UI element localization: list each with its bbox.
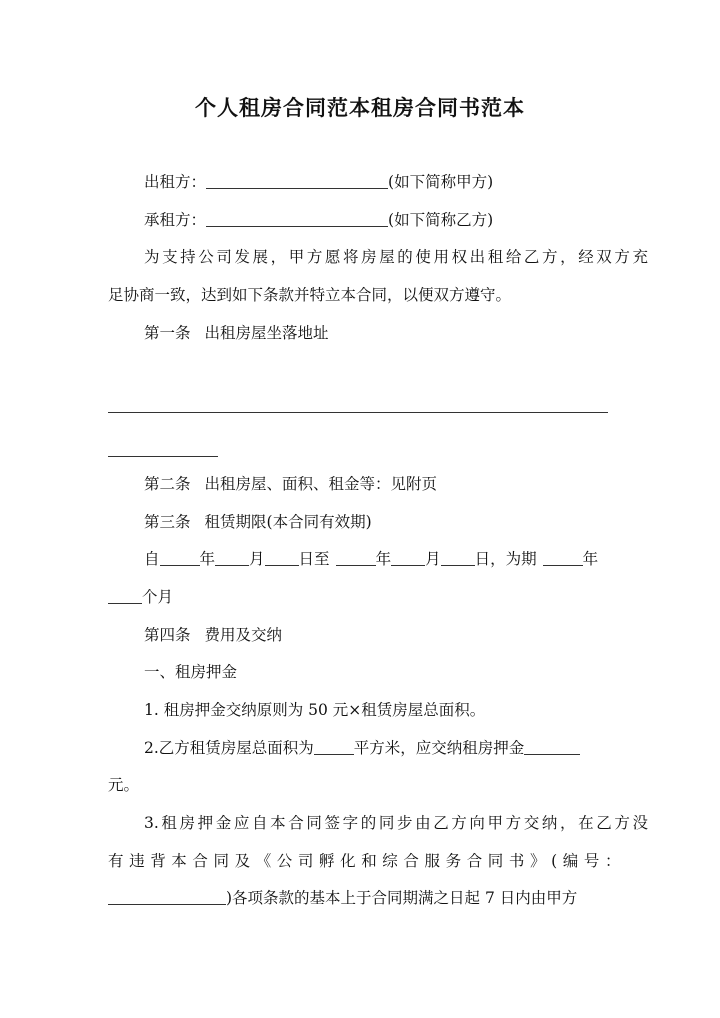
lessee-label: 承租方： [144,211,207,229]
term-month-label: 个月 [142,588,174,606]
intro-line-1: 为支持公司发展，甲方愿将房屋的使用权出租给乙方，经双方充 [144,248,648,266]
lessee-note: (如下简称乙方) [388,211,494,229]
item-2 [108,738,648,758]
article-3-number: 第三条 [144,513,191,531]
article-1 [108,323,648,343]
end-month-blank[interactable] [391,551,425,566]
end-day-blank[interactable] [441,551,475,566]
start-year-label: 年 [199,550,216,568]
item-3-line-2-text: 有违背本合同及《公司孵化和综合服务合同书》(编号： [108,852,627,870]
item-2-mid: 平方米，应交纳租房押金 [353,739,525,757]
term-month-blank[interactable] [108,589,142,604]
lessee-blank[interactable] [206,212,388,227]
end-month-label: 月 [425,550,441,568]
address-blank-line-2[interactable] [108,456,218,457]
term-year-blank[interactable] [543,551,583,566]
start-month-label: 月 [249,550,265,568]
item-3-line-3-text: )各项条款的基本上于合同期满之日起 7 日内由甲方 [226,889,578,907]
start-day-blank[interactable] [265,551,299,566]
article-4-text: 费用及交纳 [204,626,283,644]
lease-period-line [108,549,648,569]
article-1-text: 出租房屋坐落地址 [204,324,329,342]
area-blank[interactable] [314,740,354,755]
item-1: 1. 租房押金交纳原则为 50 元×租赁房屋总面积。 [144,701,486,719]
article-3 [108,512,648,532]
contract-number-blank[interactable] [108,890,226,905]
article-3-text: 租赁期限(本合同有效期) [204,513,372,531]
end-year-blank[interactable] [336,551,376,566]
deposit-blank[interactable] [524,740,580,755]
article-4 [108,625,648,645]
address-blank-line-1[interactable] [108,412,608,413]
term-year-label: 年 [582,550,599,568]
start-month-blank[interactable] [215,551,249,566]
item-2-unit: 元。 [108,776,140,794]
start-day-label: 日至 [298,550,330,568]
lessor-label: 出租方： [144,173,207,191]
article-2-text: 出租房屋、面积、租金等：见附页 [204,475,438,493]
article-2 [108,474,648,494]
lessor-note: (如下简称甲方) [388,173,494,191]
end-year-label: 年 [375,550,392,568]
item-3-line-2 [108,851,627,871]
section-1-heading: 一、租房押金 [144,663,238,681]
item-2-prefix: 2.乙方租赁房屋总面积为 [144,739,314,757]
start-year-blank[interactable] [160,551,200,566]
lessor-line [108,172,648,192]
article-1-number: 第一条 [144,324,191,342]
lessor-blank[interactable] [206,174,388,189]
end-day-label: 日，为期 [474,550,537,568]
item-3-line-3 [108,888,612,908]
document-title: 个人租房合同范本租房合同书范本 [195,95,525,120]
article-2-number: 第二条 [144,475,191,493]
intro-line-2: 足协商一致，达到如下条款并特立本合同，以便双方遵守。 [108,286,512,304]
article-4-number: 第四条 [144,626,191,644]
lease-months-line [108,587,612,607]
lessee-line [108,210,648,230]
lease-from-label: 自 [144,550,160,568]
item-3-line-1: 3.租房押金应自本合同签字的同步由乙方向甲方交纳，在乙方没 [144,814,648,832]
